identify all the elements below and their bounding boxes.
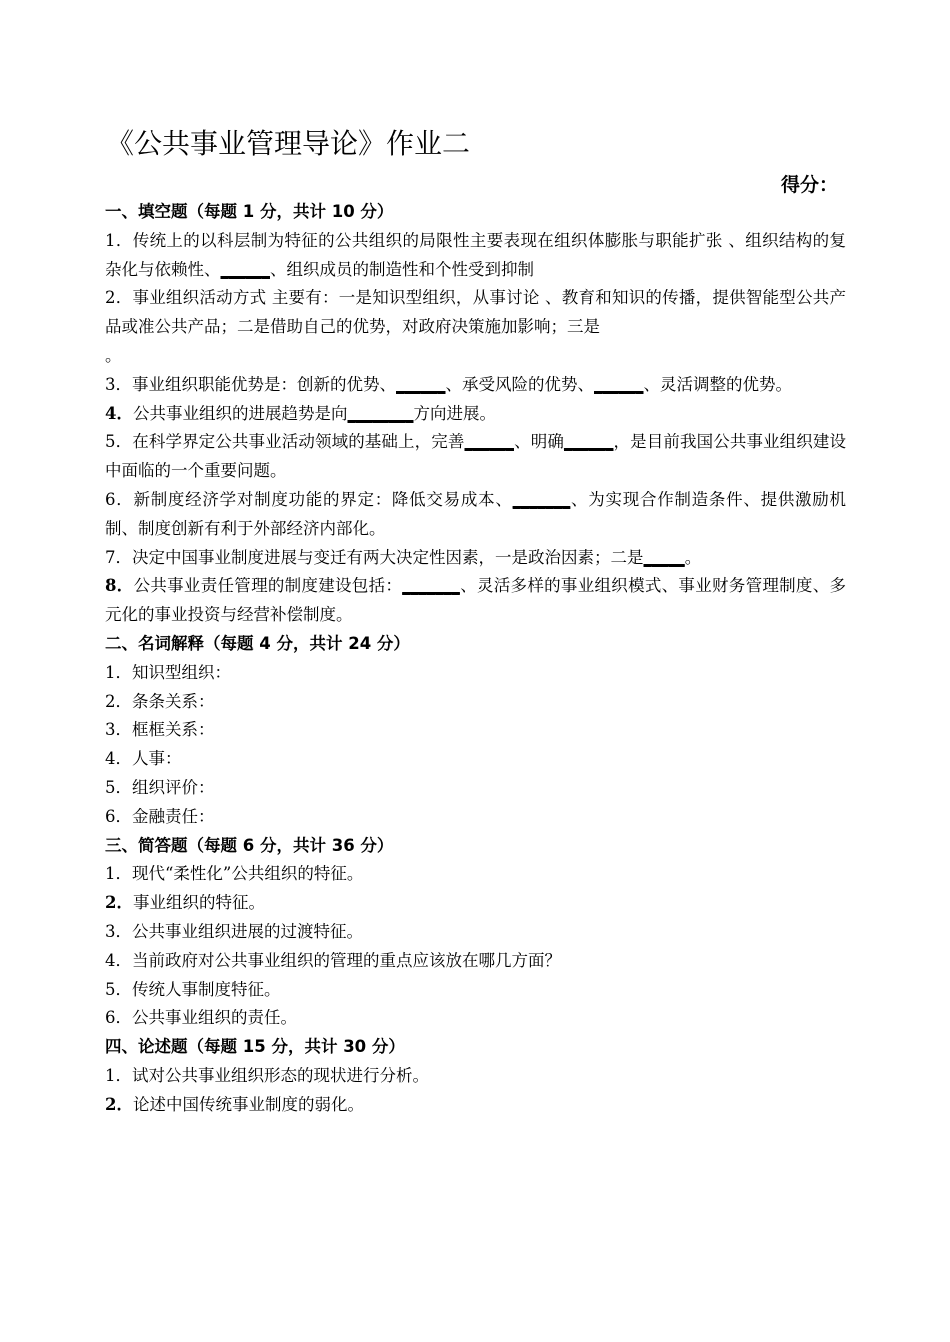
question-6: 6．新制度经济学对制度功能的界定：降低交易成本、_______、为实现合作制造条件、提供激励机制、制度创新有利于外部经济内部化。 xyxy=(105,489,847,538)
question-3: 3．事业组织职能优势是：创新的优势、______、承受风险的优势、______、灵活调整的优势。 xyxy=(105,374,792,394)
answer-blank: ______ xyxy=(464,432,514,452)
answer-blank: ______ xyxy=(396,374,446,394)
answer-blank: ________ xyxy=(347,403,414,423)
question-5: 5．在科学界定公共事业活动领域的基础上，完善______、明确______，是目前我国公共事业组织建设中面临的一个重要问题。 xyxy=(105,432,847,481)
question-2: 2．事业组织活动方式 主要有：一是知识型组织，从事讨论 、教育和知识的传播，提供智能型公共产品或准公共产品；二是借助自己的优势，对政府决策施加影响；三是 。 xyxy=(105,288,846,365)
list-item: 5．组织评价： xyxy=(105,777,215,797)
list-item: 2．论述中国传统事业制度的弱化。 xyxy=(105,1094,364,1114)
list-item: 2．事业组织的特征。 xyxy=(105,893,265,913)
question-7: 7．决定中国事业制度进展与变迁有两大决定性因素，一是政治因素；二是_____。 xyxy=(105,547,702,567)
list-item: 6．金融责任： xyxy=(105,806,215,826)
list-item: 1．知识型组织： xyxy=(105,662,231,682)
list-item: 6．公共事业组织的责任。 xyxy=(105,1008,297,1028)
answer-blank: ______ xyxy=(563,432,614,452)
document-title: 《公共事业管理导论》作业二 xyxy=(106,127,471,160)
section-heading-terms: 二、名词解释（每题 4 分，共计 24 分） xyxy=(105,633,410,653)
answer-blank: _______ xyxy=(512,489,571,509)
section-heading-fill-in: 一、填空题（每题 1 分，共计 10 分） xyxy=(105,202,394,221)
question-8: 8．公共事业责任管理的制度建设包括：_______、灵活多样的事业组织模式、事业财务管理制度、多元化的事业投资与经营补偿制度。 xyxy=(105,576,847,625)
question-4: 4．公共事业组织的进展趋势是向________方向进展。 xyxy=(105,403,496,423)
list-item: 4．人事： xyxy=(105,749,182,769)
score-label: 得分： xyxy=(780,174,838,196)
section-heading-short-answer: 三、简答题（每题 6 分，共计 36 分） xyxy=(105,835,394,855)
section-heading-essay: 四、论述题（每题 15 分，共计 30 分） xyxy=(105,1037,405,1057)
list-item: 3．框框关系： xyxy=(105,720,215,740)
answer-blank: _____ xyxy=(643,547,685,567)
question-1: 1．传统上的以科层制为特征的公共组织的局限性主要表现在组织体膨胀与职能扩张 、组织结构的复杂化与依赖性、______、组织成员的制造性和个性受到抑制 xyxy=(105,230,846,279)
list-item: 3．公共事业组织进展的过渡特征。 xyxy=(105,921,363,941)
list-item: 2．条条关系： xyxy=(105,691,215,711)
list-item: 1．现代“柔性化”公共组织的特征。 xyxy=(105,864,364,884)
answer-blank: ______ xyxy=(594,374,644,394)
answer-blank: _______ xyxy=(402,576,460,596)
answer-blank: ______ xyxy=(220,259,270,279)
list-item: 5．传统人事制度特征。 xyxy=(105,979,281,999)
list-item: 4．当前政府对公共事业组织的管理的重点应该放在哪几方面？ xyxy=(105,950,561,970)
list-item: 1．试对公共事业组织形态的现状进行分析。 xyxy=(105,1065,429,1085)
document-body xyxy=(105,198,846,1120)
